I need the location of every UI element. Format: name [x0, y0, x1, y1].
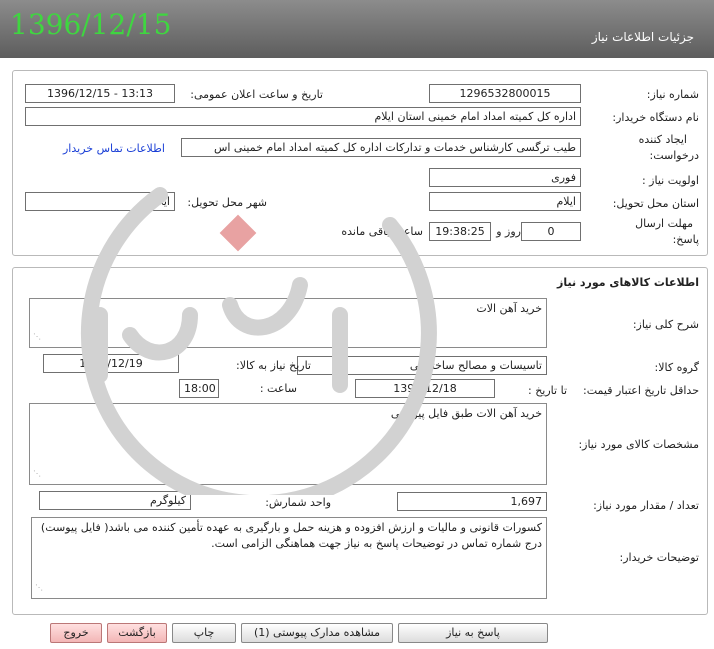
need-number-field[interactable]: 1296532800015 [429, 84, 581, 103]
reply-button[interactable]: پاسخ به نیاز [398, 623, 548, 643]
goods-info-panel [12, 267, 708, 615]
spec-field[interactable] [29, 403, 547, 485]
summary-field[interactable] [29, 298, 547, 348]
page-header [0, 0, 714, 58]
resize-grip-icon[interactable]: ⋰ [35, 583, 43, 592]
time-left-field[interactable]: 19:38:25 [429, 222, 491, 241]
deadline-label-line2: پاسخ: [672, 233, 699, 246]
unit-field[interactable]: کیلوگرم [39, 491, 191, 510]
need-date-field[interactable]: 1396/12/19 [43, 354, 179, 373]
need-info-panel [12, 70, 708, 256]
group-field[interactable]: تاسیسات و مصالح ساختمانی [297, 356, 547, 375]
buyer-org-field[interactable]: اداره کل کمیته امداد امام خمینی استان ایلام [25, 107, 581, 126]
until-date-field[interactable]: 1396/12/18 [355, 379, 495, 398]
creator-label-line2: درخواست: [649, 149, 699, 162]
announce-label: تاریخ و ساعت اعلان عمومی: [190, 88, 323, 101]
province-label: استان محل تحویل: [612, 197, 699, 210]
buyer-notes-label: توضیحات خریدار: [619, 551, 699, 564]
attachments-button[interactable]: مشاهده مدارک پیوستی (1) [241, 623, 393, 643]
spec-text: خرید آهن الات طبق فایل پیوستی [390, 407, 542, 420]
city-label: شهر محل تحویل: [187, 196, 267, 209]
print-button[interactable]: چاپ [172, 623, 236, 643]
priority-field[interactable]: فوری [429, 168, 581, 187]
province-field[interactable]: ایلام [429, 192, 581, 211]
buyer-org-label: نام دستگاه خریدار: [612, 111, 699, 124]
need-number-label: شماره نیاز: [646, 88, 699, 101]
exit-button[interactable]: خروج [50, 623, 102, 643]
time-label: ساعت : [259, 382, 297, 395]
buyer-notes-text: کسورات قانونی و مالیات و ارزش افزوده و هزینه حمل و بارگیری به عهده تأمین کننده می باشد( فایل پیوست) درج شماره تماس در توضیحات پاسخ به نیاز جهت هماهنگی الزامی است. [40, 521, 542, 550]
qty-label: تعداد / مقدار مورد نیاز: [593, 499, 699, 512]
resize-grip-icon[interactable]: ⋰ [33, 469, 41, 478]
goods-section-title: اطلاعات کالاهای مورد نیاز [557, 276, 699, 289]
group-label: گروه کالا: [654, 361, 699, 374]
back-button[interactable]: بازگشت [107, 623, 167, 643]
qty-field[interactable]: 1,697 [397, 492, 547, 511]
days-label: روز و [496, 225, 521, 238]
creator-field[interactable]: طیب ترگسی کارشناس خدمات و تدارکات اداره کل کمیته امداد امام خمینی اس [181, 138, 581, 157]
contact-buyer-link[interactable]: اطلاعات تماس خریدار [63, 142, 165, 155]
min-price-date-label: حداقل تاریخ اعتبار قیمت: [583, 384, 699, 397]
unit-label: واحد شمارش: [265, 496, 331, 509]
header-date: 1396/12/15 [10, 8, 172, 41]
creator-label-line1: ایجاد کننده [638, 133, 687, 146]
deadline-label-line1: مهلت ارسال [635, 217, 693, 230]
time-field[interactable]: 18:00 [179, 379, 219, 398]
spec-label: مشخصات کالای مورد نیاز: [578, 438, 699, 451]
need-date-label: تاریخ نیاز به کالا: [236, 359, 311, 372]
until-label: تا تاریخ : [528, 384, 567, 397]
header-title: جزئیات اطلاعات نیاز [591, 30, 694, 44]
priority-label: اولویت نیاز : [641, 174, 699, 187]
buyer-notes-field[interactable] [31, 517, 547, 599]
summary-text: خرید آهن الات [476, 302, 542, 315]
city-field[interactable]: ایلام [25, 192, 175, 211]
announce-field[interactable]: 1396/12/15 - 13:13 [25, 84, 175, 103]
remaining-label: ساعت باقی مانده [341, 225, 423, 238]
resize-grip-icon[interactable]: ⋰ [33, 332, 41, 341]
days-field[interactable]: 0 [521, 222, 581, 241]
summary-label: شرح کلی نیاز: [632, 318, 699, 331]
